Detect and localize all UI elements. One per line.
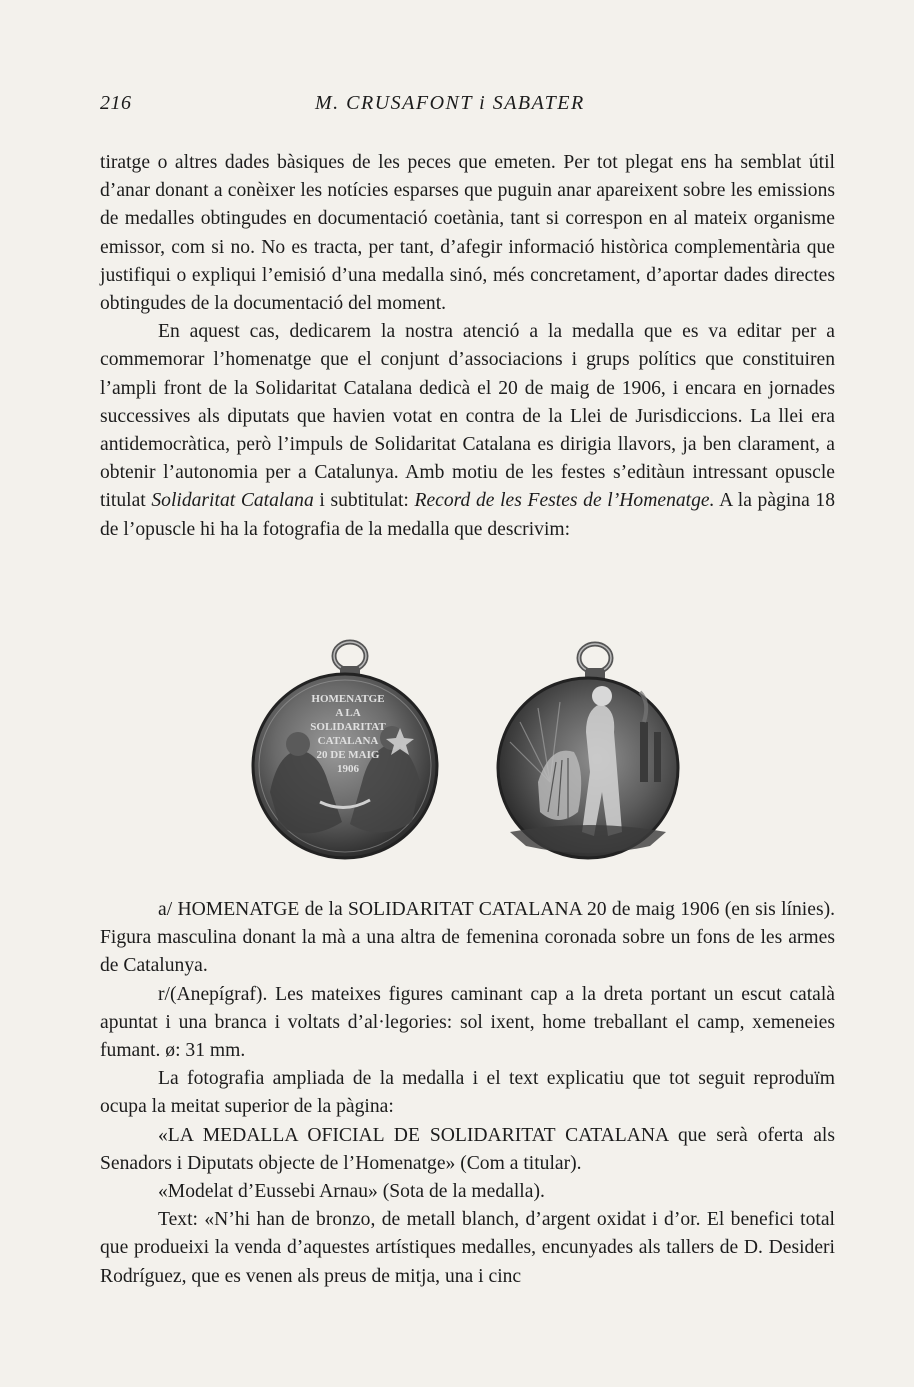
body-text-bottom [100,896,835,1291]
inscription-line: 1906 [337,763,359,775]
inscription-line: 20 DE MAIG [316,749,380,761]
paragraph: «Modelat d’Eussebi Arnau» (Sota de la medalla). [158,1181,545,1203]
body-text-top [100,149,835,544]
page-header [100,92,835,122]
paragraph-text: i subtitulat: [313,490,415,512]
paragraph: a/ HOMENATGE de la SOLIDARITAT CATALANA 20 de maig 1906 (en sis línies). Figura masculina donant la mà a una altra de femenina coronada sobre un fons de les armes de Catalunya. [100,899,835,977]
paragraph: r/(Anepígraf). Les mateixes figures caminant cap a la dreta portant un escut català apuntat i una branca i voltats d’al·legories: sol ixent, home treballant el camp, xemeneies fumant. ø: 31 mm. [100,983,835,1062]
page-number: 216 [100,92,132,114]
italic-subtitle: Record de les Festes de l’Homenatge. [414,490,715,512]
inscription-line: A LA [335,707,361,719]
paragraph-text: A la pàgina 18 de l’opuscle hi ha la fotografia de la medalla que descrivim: [100,490,835,540]
paragraph: «LA MEDALLA OFICIAL DE SOLIDARITAT CATALANA que serà oferta als Senadors i Diputats objecte de l’Homenatge» (Com a titular). [100,1124,835,1174]
inscription-line: CATALANA [317,735,379,747]
medal-photograph [250,632,680,862]
running-title: M. CRUSAFONT i SABATER [315,92,585,114]
medal-obverse-image [250,632,440,862]
inscription-line: HOMENATGE [311,693,385,705]
paragraph-text: En aquest cas, dedicarem la nostra atenció a la medalla que es va editar per a commemorar l’homenatge que el conjunt d’associacions i grups polítics que constituiren l’ampli front de la Solidaritat Catalana dedicà el 20 de maig de 1906, i encara en jornades successives als diputats que havien votat en contra de la Llei de Jurisdiccions. La llei era antidemocràtica, però l’impuls de Solidaritat Catalana es dirigia llavors, ja ben clarament, a obtenir l’autonomia per a Catalunya. Amb motiu de les festes s’editàun intressant opuscle titulat [100,321,835,512]
paragraph: tiratge o altres dades bàsiques de les peces que emeten. Per tot plegat ens ha semblat útil d’anar donant a conèixer les notícies esparses que puguin anar apareixent sobre les emissions de medalles obtingudes en documentació coetània, tant si correspon en al mateix organisme emissor, com si no. No es tracta, per tant, d’afegir informació històrica complementària que justifiqui o expliqui l’emisió d’una medalla sinó, més concretament, d’aportar dades directes obtingudes de la documentació del moment. [100,152,835,315]
paragraph [100,318,835,544]
medal-reverse-image [490,632,680,862]
italic-title: Solidaritat Catalana [151,490,314,512]
paragraph: Text: «N’hi han de bronzo, de metall blanch, d’argent oxidat i d’or. El benefici total que produeixi la venda d’aquestes artístiques medalles, encunyades als tallers de D. Desideri Rodríguez, que es venen als preus de mitja, una i cinc [100,1209,835,1287]
paragraph: La fotografia ampliada de la medalla i el text explicatiu que tot seguit reproduïm ocupa la meitat superior de la pàgina: [100,1068,835,1118]
inscription-line: SOLIDARITAT [310,721,386,733]
